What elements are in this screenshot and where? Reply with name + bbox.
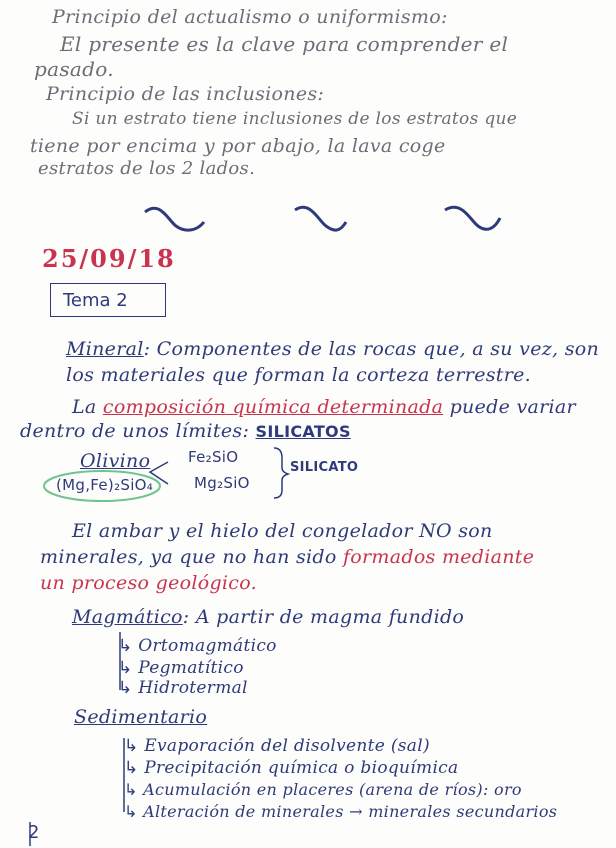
arrow-icon: ↳ — [124, 758, 139, 778]
fe-variant: Fe₂SiO — [188, 448, 239, 466]
sedimentario-item-1 — [124, 736, 430, 756]
tema-box — [50, 283, 166, 317]
arrow-icon: ↳ — [124, 736, 139, 756]
silicato-brace — [274, 448, 288, 498]
sedimentario-item-1-label: Evaporación del disolvente (sal) — [144, 736, 430, 756]
magmatico-item-1 — [118, 636, 277, 656]
magmatico-line — [72, 606, 464, 628]
sedimentario-item-3 — [124, 780, 522, 799]
swirl-middle — [295, 207, 346, 230]
arrow-icon: ↳ — [118, 658, 133, 678]
magmatico-item-2 — [118, 658, 244, 678]
actualismo-title: Principio del actualismo o uniformismo: — [52, 6, 448, 28]
inclusiones-text-3: estratos de los 2 lados. — [38, 158, 256, 179]
ambar-line-2-highlight: formados mediante — [342, 546, 535, 568]
olivino-name: Olivino — [80, 450, 151, 472]
page-number: 2 — [28, 822, 40, 843]
mineral-definition-2: los materiales que forman la corteza terrestre. — [66, 364, 531, 386]
arrow-icon: ↳ — [118, 678, 133, 698]
composition-line — [72, 396, 576, 418]
mineral-definition-line-1 — [66, 338, 599, 360]
date-heading: 25/09/18 — [42, 244, 176, 273]
tema-label: Tema 2 — [63, 289, 128, 311]
inclusiones-text-2: tiene por encima y por abajo, la lava coge — [30, 135, 446, 157]
sedimentario-item-2 — [124, 758, 458, 778]
olivino-formula: (Mg,Fe)₂SiO₄ — [56, 476, 154, 494]
mineral-definition-1: : Componentes de las rocas que, a su vez, son — [143, 338, 600, 360]
magmatico-item-2-label: Pegmatítico — [138, 658, 244, 678]
sedimentario-item-3-label: Acumulación en placeres (arena de ríos): oro — [143, 780, 522, 799]
swirl-left — [145, 208, 204, 230]
arrow-icon: ↳ — [124, 780, 138, 799]
composition-suffix: puede variar — [449, 396, 576, 418]
ambar-line-1: El ambar y el hielo del congelador NO son — [72, 520, 493, 542]
actualismo-text-1: El presente es la clave para comprender el — [60, 32, 509, 56]
magmatico-description: : A partir de magma fundido — [182, 606, 465, 628]
mineral-term: Mineral — [66, 338, 144, 360]
sedimentario-item-2-label: Precipitación química o bioquímica — [144, 758, 459, 778]
arrow-icon: ↳ — [118, 636, 133, 656]
actualismo-text-2: pasado. — [34, 57, 114, 81]
limits-prefix: dentro de unos límites: — [20, 420, 250, 442]
inclusiones-title: Principio de las inclusiones: — [46, 83, 325, 105]
sedimentario-item-4-label: Alteración de minerales → minerales secundarios — [143, 802, 558, 821]
sedimentario-term: Sedimentario — [74, 706, 208, 728]
limits-line — [20, 420, 351, 442]
composition-prefix: La — [72, 396, 97, 418]
magmatico-item-3-label: Hidrotermal — [138, 678, 248, 698]
ambar-line-2 — [40, 546, 534, 568]
ambar-line-2-prefix: minerales, ya que no han sido — [40, 546, 337, 568]
composition-highlight: composición química determinada — [102, 396, 444, 418]
swirl-right — [445, 207, 500, 229]
sedimentario-item-4 — [124, 802, 557, 821]
mg-variant: Mg₂SiO — [194, 474, 250, 492]
magmatico-item-3 — [118, 678, 248, 698]
magmatico-term: Magmático — [72, 606, 183, 628]
ambar-line-3: un proceso geológico. — [40, 572, 257, 594]
arrow-icon: ↳ — [124, 802, 138, 821]
magmatico-item-1-label: Ortomagmático — [138, 636, 277, 656]
limits-keyword: SILICATOS — [255, 422, 351, 441]
silicato-label: SILICATO — [290, 460, 359, 475]
inclusiones-text-1: Si un estrato tiene inclusiones de los estratos que — [72, 109, 518, 129]
